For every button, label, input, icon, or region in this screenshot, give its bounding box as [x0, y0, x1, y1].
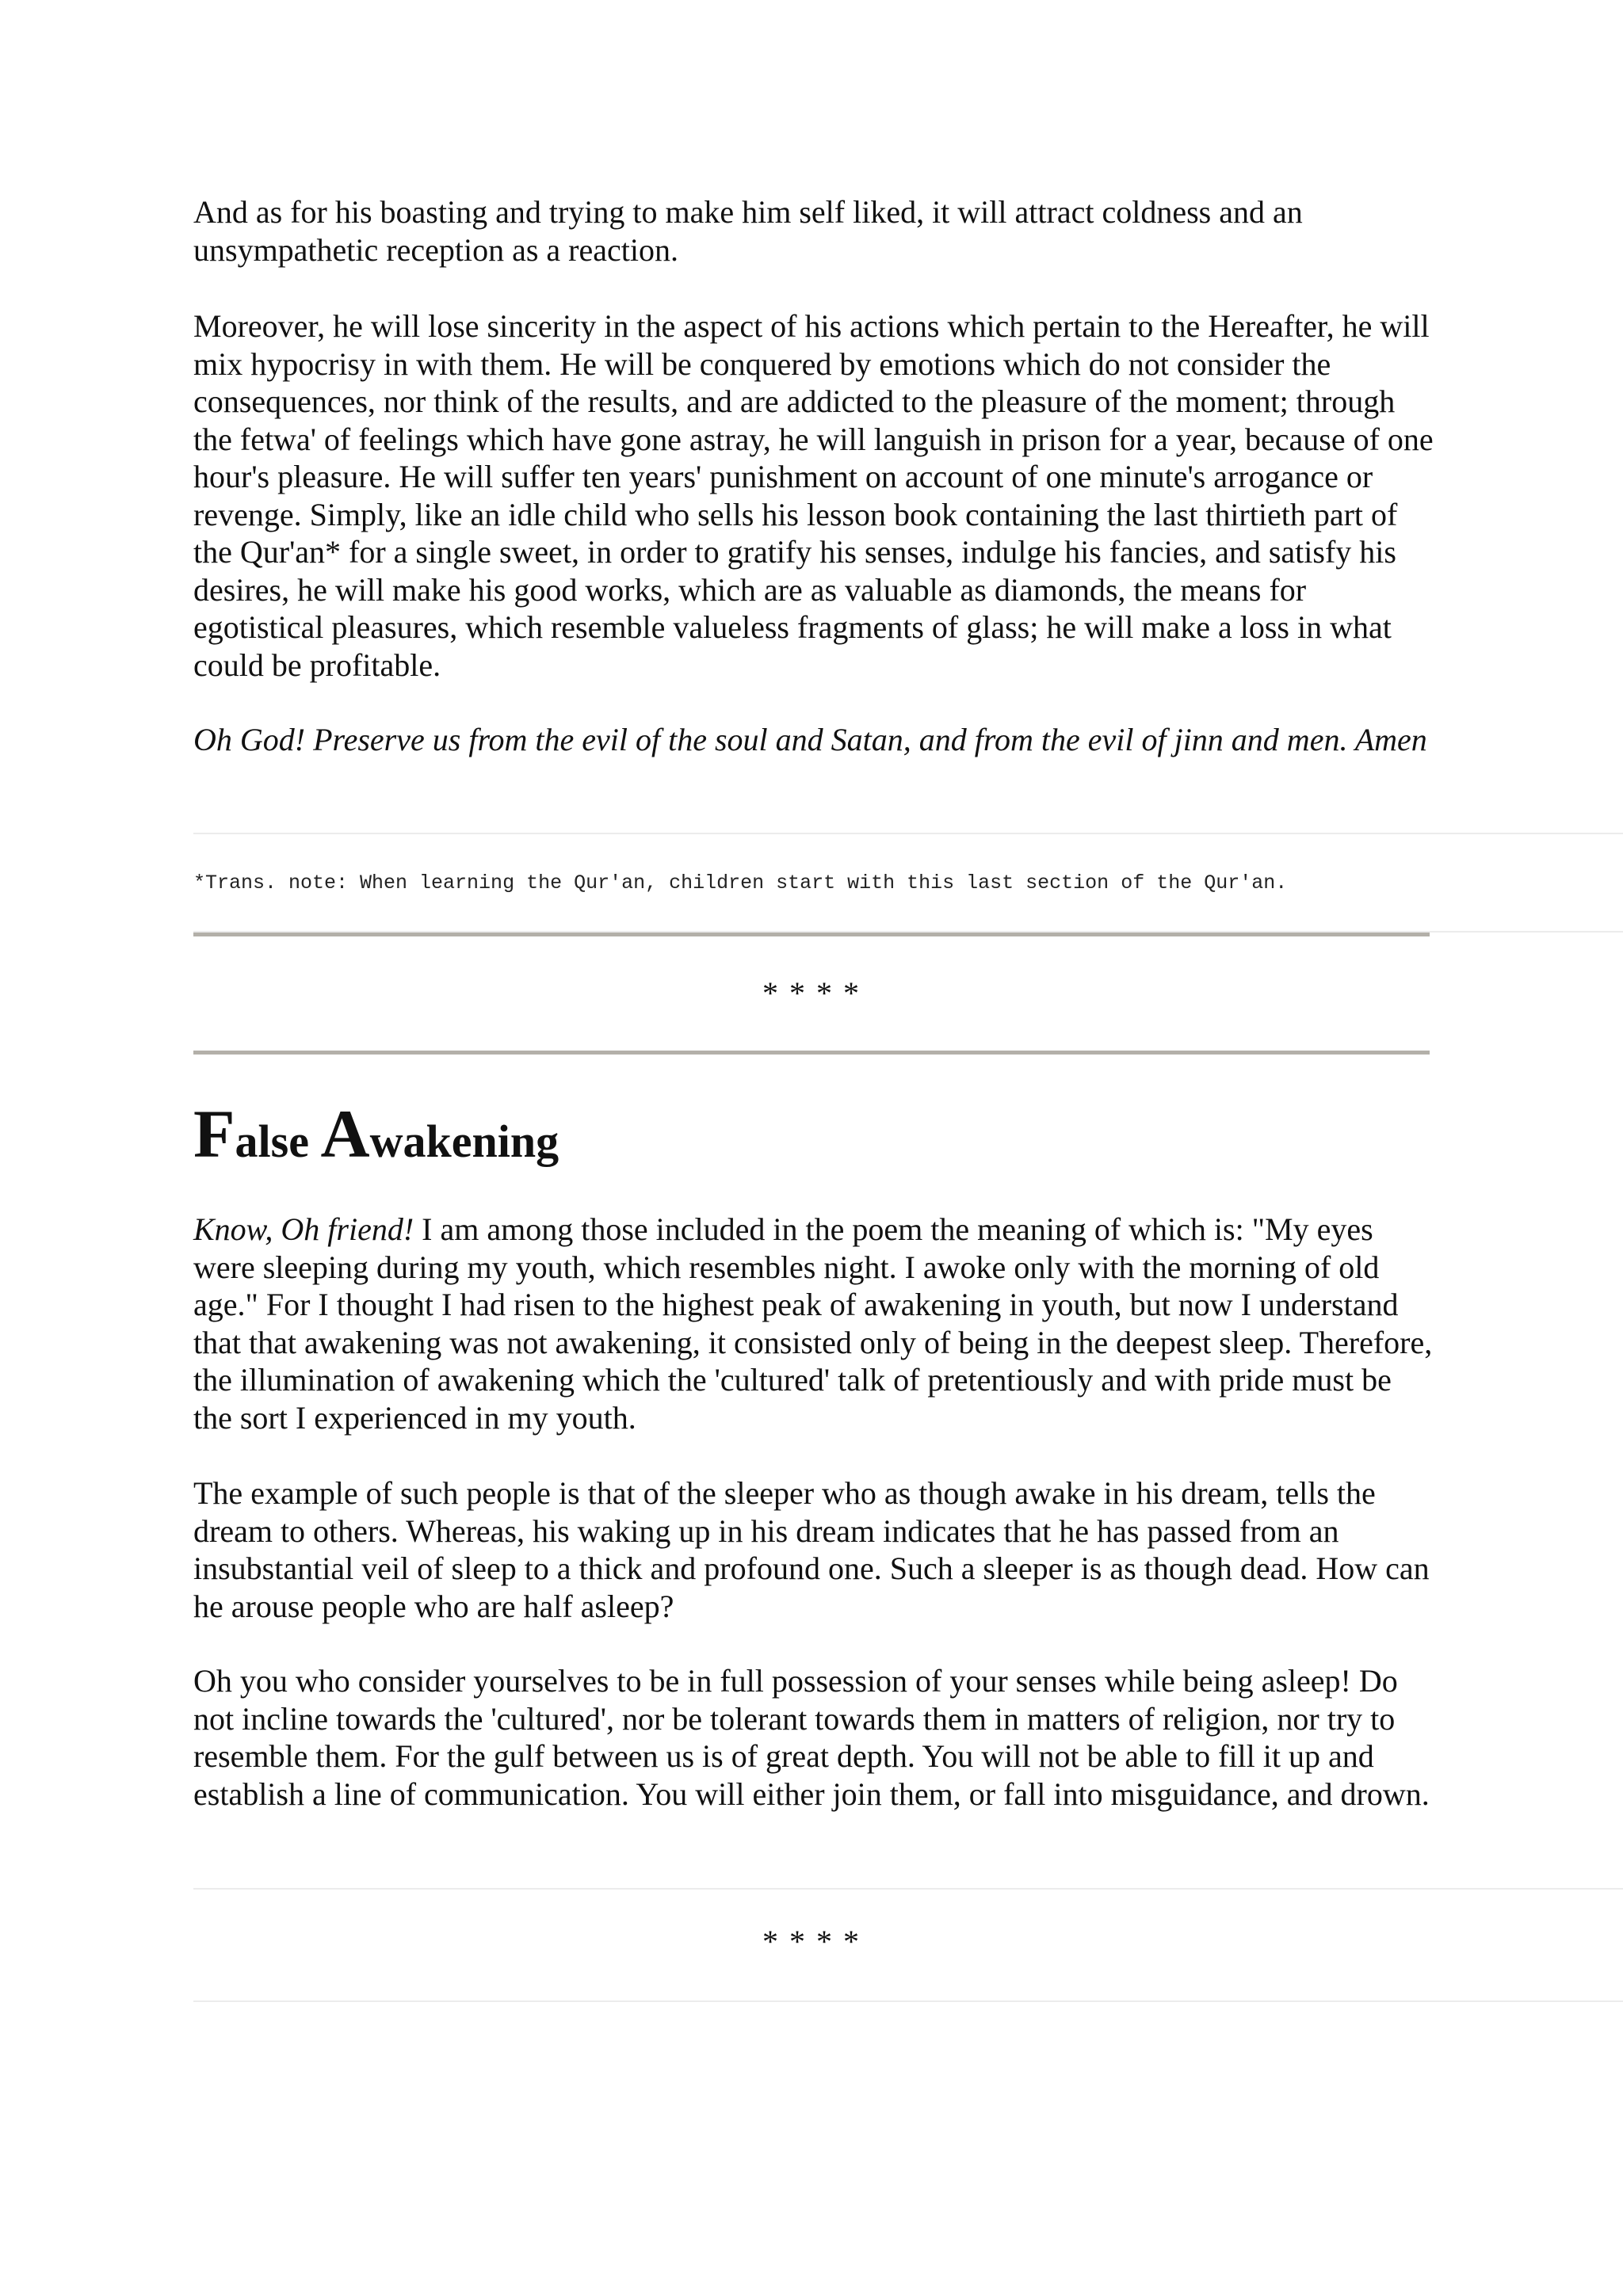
section-title	[193, 1098, 559, 1177]
footnote-text: *Trans. note: When learning the Qur'an, children start with this last section of the Qur'an.	[193, 871, 1288, 894]
title-initial-a: A	[320, 1096, 370, 1172]
title-initial-f: F	[193, 1096, 235, 1172]
title-part-false: alse	[235, 1116, 321, 1167]
end-separator-stars: * * * *	[762, 1924, 861, 1959]
section-divider-top	[193, 933, 1430, 936]
paragraph-sleeper-example: The example of such people is that of the sleeper who as though awake in his dream, tells the dream to others. Whereas, his waking up in his dream indicates that he has passed from an insubstantial veil of sleep to a thick and profound one. Such a sleeper is as though dead. How can he arouse people who are half asleep?	[193, 1475, 1430, 1624]
section-separator-stars: * * * *	[762, 975, 861, 1011]
end-divider-bottom	[193, 2000, 1623, 2002]
paragraph-intro-phrase: Know, Oh friend!	[193, 1211, 414, 1247]
paragraph-sincerity: Moreover, he will lose sincerity in the aspect of his actions which pertain to the Hereafter, he will mix hypocrisy in with them. He will be conquered by emotions which do not consider the consequences, nor think of the results, and are addicted to the pleasure of the moment; through the fetwa' of feelings which have gone astray, he will languish in prison for a year, because of one hour's pleasure. He will suffer ten years' punishment on account of one minute's arrogance or revenge. Simply, like an idle child who sells his lesson book containing the last thirtieth part of the Qur'an* for a single sweet, in order to gratify his senses, indulge his fancies, and satisfy his desires, he will make his good works, which are as valuable as diamonds, the means for egotistical pleasures, which resemble valueless fragments of glass; he will make a loss in what could be profitable.	[193, 308, 1434, 683]
footnote-top-divider	[193, 833, 1623, 834]
section-divider-bottom	[193, 1051, 1430, 1055]
paragraph-know-oh-friend	[193, 1211, 1438, 1436]
paragraph-prayer: Oh God! Preserve us from the evil of the soul and Satan, and from the evil of jinn and men. Amen	[193, 722, 1427, 757]
paragraph-boasting: And as for his boasting and trying to make him self liked, it will attract coldness and an unsympathetic reception as a reaction.	[193, 194, 1303, 268]
paragraph-intro-body: I am among those included in the poem the meaning of which is: "My eyes were sleeping during my youth, which resembles night. I awoke only with the morning of old age." For I thought I had risen to the highest peak of awakening in youth, but now I understand that that awakening was not awakening, it consisted only of being in the deepest sleep. Therefore, the illumination of awakening which the 'cultured' talk of pretentiously and with pride must be the sort I experienced in my youth.	[193, 1211, 1433, 1436]
end-divider-top	[193, 1888, 1623, 1890]
paragraph-full-possession: Oh you who consider yourselves to be in full possession of your senses while being asleep! Do not incline towards the 'cultured', nor be tolerant towards them in matters of religion, nor try to resemble them. For the gulf between us is of great depth. You will not be able to fill it up and establish a line of communication. You will either join them, or fall into misguidance, and drown.	[193, 1663, 1430, 1812]
title-part-awakening: wakening	[369, 1116, 559, 1167]
